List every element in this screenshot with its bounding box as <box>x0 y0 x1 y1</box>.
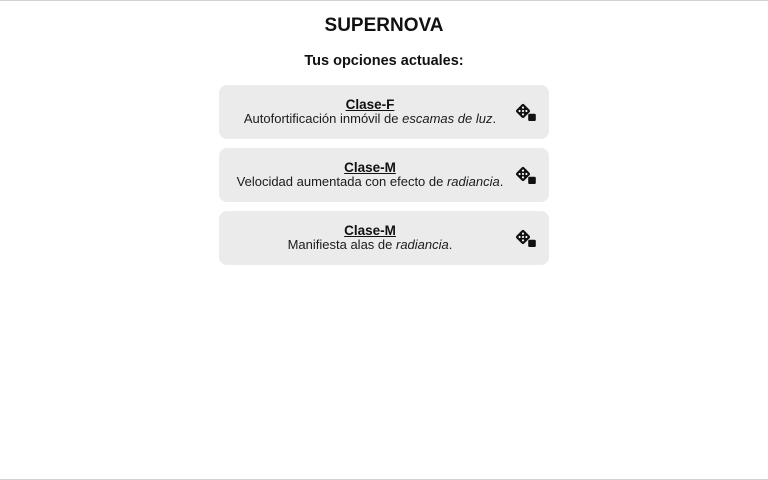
option-description: Autofortificación inmóvil de escamas de luz. <box>243 111 497 127</box>
dice-icon <box>515 165 537 185</box>
option-description: Velocidad aumentada con efecto de radiancia. <box>236 174 504 190</box>
dice-icon <box>515 102 537 122</box>
page-title: SUPERNOVA <box>324 15 444 36</box>
option-class-link[interactable]: Clase-F <box>345 96 395 112</box>
option-text <box>229 97 511 127</box>
option-text <box>229 160 511 190</box>
options-list <box>0 85 768 265</box>
option-card-clase-f[interactable] <box>219 85 549 139</box>
option-class-link[interactable]: Clase-M <box>344 159 396 175</box>
option-class-link[interactable]: Clase-M <box>344 222 396 238</box>
option-description: Manifiesta alas de radiancia. <box>287 237 453 253</box>
options-subtitle: Tus opciones actuales: <box>304 53 464 69</box>
option-card-clase-m-1[interactable] <box>219 148 549 202</box>
option-text <box>229 223 511 253</box>
dice-icon <box>515 228 537 248</box>
option-card-clase-m-2[interactable] <box>219 211 549 265</box>
